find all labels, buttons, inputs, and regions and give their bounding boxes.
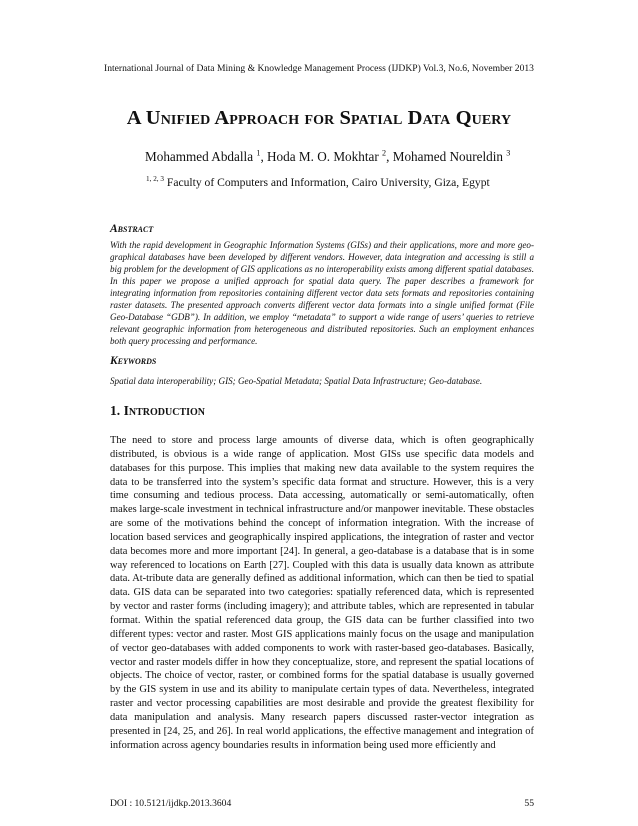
- author-name: Mohamed Noureldin: [392, 149, 503, 164]
- abstract-heading: Abstract: [110, 223, 154, 235]
- keywords-heading: Keywords: [110, 355, 157, 367]
- affiliation: [146, 176, 490, 189]
- keywords-text: Spatial data interoperability; GIS; Geo-Spatial Metadata; Spatial Data Infrastructure; Geo-database.: [110, 376, 483, 386]
- abstract-text: With the rapid development in Geographic Information Systems (GISs) and their applications, more and more geo-graphical databases have been developed by different vendors. However, data integration and accessing is still a big problem for the development of GIS applications as no interoperability exists among different spatial databases. In this paper we propose a unified approach for spatial data query. The paper describes a framework for integrating information from repositories containing different vector data sets formats and repositories containing raster datasets. The presented approach converts different vector data formats into a single unified format (File Geo-Database “GDB”). In addition, we employ “metadata” to support a wide range of users’ queries to retrieve relevant geographic information from heterogeneous and distributed repositories. Such an employment enhances both query processing and performance.: [110, 240, 534, 346]
- author-name: Mohammed Abdalla: [145, 149, 254, 164]
- author-list: Mohammed Abdalla $^1$, Hoda M. O. Mokhtar $^2$, Mohamed Noureldin $^3$: [145, 148, 511, 164]
- affiliation-text: Faculty of Computers and Information, Cairo University, Giza, Egypt: [166, 176, 490, 189]
- introduction-text: The need to store and process large amounts of diverse data, which is often geographically distributed, is obvious is a wide range of application. Most GISs use specific data models and databases for this purpose. This implies that making new data available to the system requires the data to be transferred into the system’s specific data format and structure. However, this is a very time consuming and tedious process. Data accessing, automatically or semi-automatically, often makes large-scale investment in technical infrastructure and/or manpower inevitable. These obstacles are some of the motivations behind the concept of information integration. With the increase of location based services and geographically inspired applications, the integration of raster and vector data becomes more and more important [24]. In general, a geo-database is a database that is in some way referenced to locations on Earth [27]. Coupled with this data is usually data known as attribute data. At-tribute data are generally defined as additional information, which can then be tied to spatial data. GIS data can be separated into two categories: spatially referenced data, which is represented by vector and raster forms (including imagery); and attribute tables, which are represented in tabular format. Within the spatial referenced data group, the GIS data can be further classified into two different types: vector and raster. Most GIS applications mainly focus on the usage and manipulation of vector geo-databases with added components to work with raster-based geo-databases. Basically, vector and raster models differ in how they conceptualize, store, and represent the spatial locations of objects. The choice of vector, raster, or combined forms for the spatial database is usually governed by the GIS system in use and its ability to manipulate certain types of data. Nevertheless, integrated raster and vector processing capabilities are most desirable and provide the greatest flexibility for data manipulation and analysis. Many research papers discussed raster-vector integration as presented in [24, 25, and 26]. In real world applications, the effective management and integration of information across agency boundaries results in information being used more efficiently and: [110, 435, 534, 751]
- paper-title: A Unified Approach for Spatial Data Query: [126, 107, 512, 129]
- footer-doi: DOI : 10.5121/ijdkp.2013.3604: [110, 798, 232, 809]
- page-number: 55: [524, 798, 534, 809]
- author-mark: 1: [256, 148, 261, 158]
- journal-header: International Journal of Data Mining & Knowledge Management Process (IJDKP) Vol.3, No.6, November 2013: [104, 63, 534, 74]
- affiliation-marks: 1, 2, 3: [146, 175, 164, 184]
- author-mark: 3: [506, 148, 511, 158]
- author-name: Hoda M. O. Mokhtar: [267, 149, 379, 164]
- introduction-heading: 1. Introduction: [110, 403, 206, 418]
- author-mark: 2: [382, 148, 387, 158]
